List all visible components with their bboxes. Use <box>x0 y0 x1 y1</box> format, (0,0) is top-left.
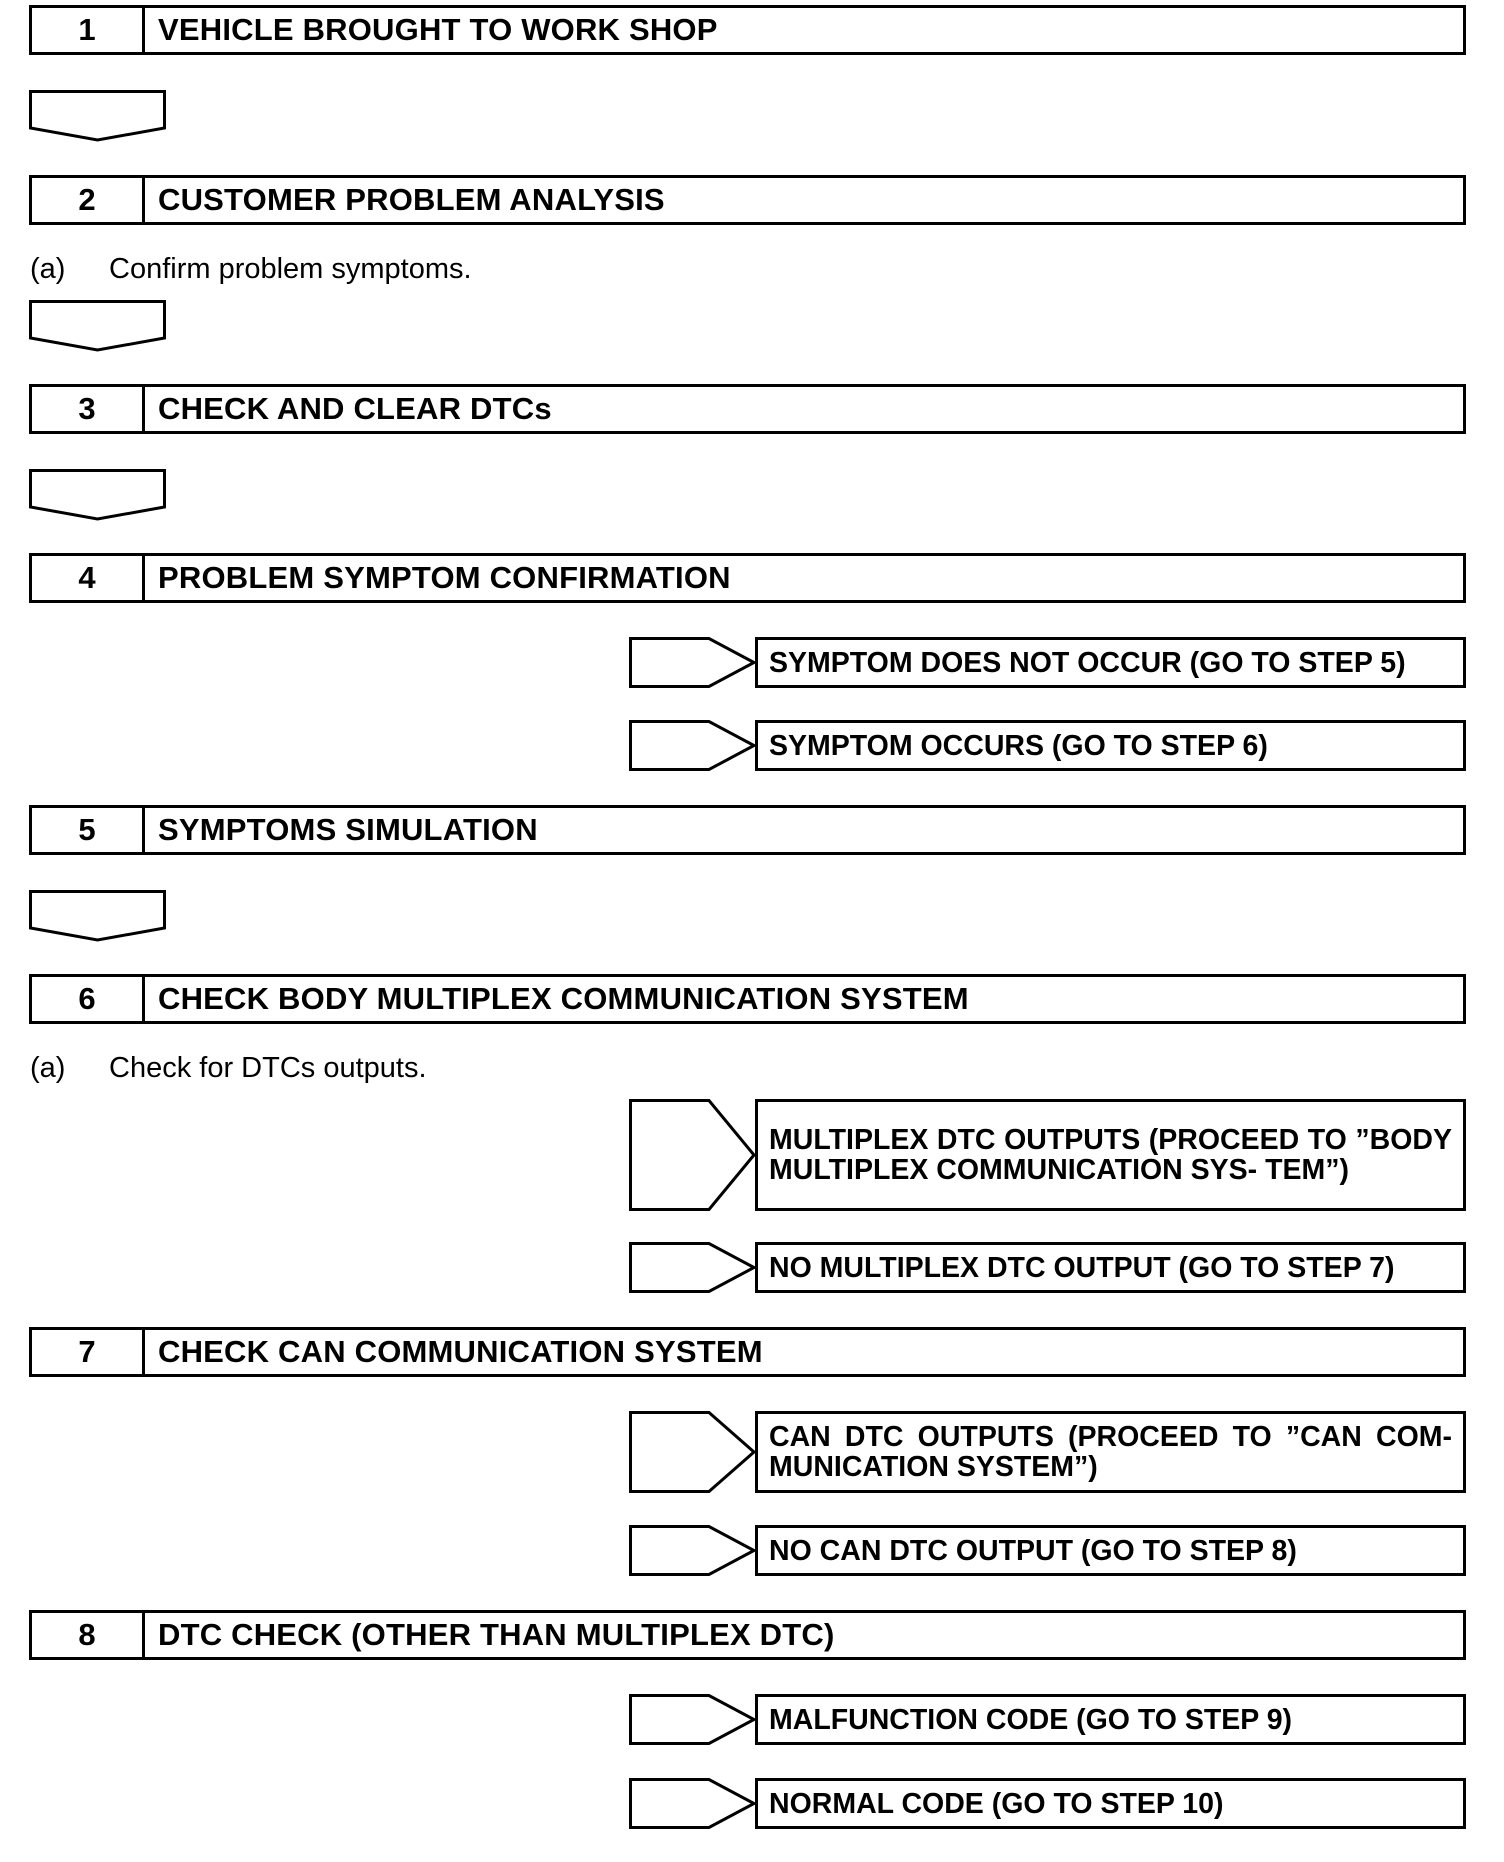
down-arrow-icon <box>29 890 166 942</box>
right-arrow-icon <box>629 1411 756 1493</box>
right-arrow-icon <box>629 1525 756 1576</box>
step-2-box <box>29 175 1466 225</box>
substep <box>30 253 472 286</box>
right-arrow-icon <box>629 1694 756 1745</box>
step-title: VEHICLE BROUGHT TO WORK SHOP <box>158 12 718 47</box>
step-number: 1 <box>32 8 145 52</box>
result-box <box>755 1099 1466 1211</box>
substep-label: (a) <box>30 1052 66 1084</box>
result-box <box>755 1411 1466 1493</box>
result-box <box>755 1525 1466 1576</box>
result-box <box>755 1778 1466 1829</box>
step-title: PROBLEM SYMPTOM CONFIRMATION <box>158 560 731 595</box>
step-title: CHECK BODY MULTIPLEX COMMUNICATION SYSTEM <box>158 981 969 1016</box>
step-5-box <box>29 805 1466 855</box>
down-arrow-icon <box>29 300 166 352</box>
result-text: MALFUNCTION CODE (GO TO STEP 9) <box>769 1703 1293 1736</box>
step-number: 8 <box>32 1613 145 1657</box>
step-title: CHECK CAN COMMUNICATION SYSTEM <box>158 1334 763 1369</box>
step-number: 3 <box>32 387 145 431</box>
step-7-box <box>29 1327 1466 1377</box>
result-box <box>755 637 1466 688</box>
substep-text: Confirm problem symptoms. <box>109 253 472 285</box>
step-number: 7 <box>32 1330 145 1374</box>
substep <box>30 1052 427 1085</box>
result-text: NO MULTIPLEX DTC OUTPUT (GO TO STEP 7) <box>769 1251 1395 1284</box>
step-number: 2 <box>32 178 145 222</box>
step-1-box <box>29 5 1466 55</box>
right-arrow-icon <box>629 637 756 688</box>
result-text: SYMPTOM DOES NOT OCCUR (GO TO STEP 5) <box>769 646 1406 679</box>
step-number: 6 <box>32 977 145 1021</box>
step-number: 5 <box>32 808 145 852</box>
step-title: CHECK AND CLEAR DTCs <box>158 391 552 426</box>
right-arrow-icon <box>629 1778 756 1829</box>
right-arrow-icon <box>629 1099 756 1211</box>
substep-text: Check for DTCs outputs. <box>109 1052 427 1084</box>
step-6-box <box>29 974 1466 1024</box>
result-text: CAN DTC OUTPUTS (PROCEED TO ”CAN COM- MUNICATION SYSTEM”) <box>769 1421 1452 1483</box>
step-title: DTC CHECK (OTHER THAN MULTIPLEX DTC) <box>158 1617 835 1652</box>
step-3-box <box>29 384 1466 434</box>
right-arrow-icon <box>629 1242 756 1293</box>
result-box <box>755 1242 1466 1293</box>
step-8-box <box>29 1610 1466 1660</box>
step-title: SYMPTOMS SIMULATION <box>158 812 538 847</box>
result-text: NO CAN DTC OUTPUT (GO TO STEP 8) <box>769 1534 1297 1567</box>
result-box <box>755 1694 1466 1745</box>
step-4-box <box>29 553 1466 603</box>
result-text: NORMAL CODE (GO TO STEP 10) <box>769 1787 1224 1820</box>
step-title: CUSTOMER PROBLEM ANALYSIS <box>158 182 665 217</box>
step-number: 4 <box>32 556 145 600</box>
down-arrow-icon <box>29 90 166 142</box>
result-text: MULTIPLEX DTC OUTPUTS (PROCEED TO ”BODY MULTIPLEX COMMUNICATION SYS- TEM”) <box>769 1124 1452 1186</box>
right-arrow-icon <box>629 720 756 771</box>
down-arrow-icon <box>29 469 166 521</box>
result-box <box>755 720 1466 771</box>
substep-label: (a) <box>30 253 66 285</box>
result-text: SYMPTOM OCCURS (GO TO STEP 6) <box>769 729 1268 762</box>
